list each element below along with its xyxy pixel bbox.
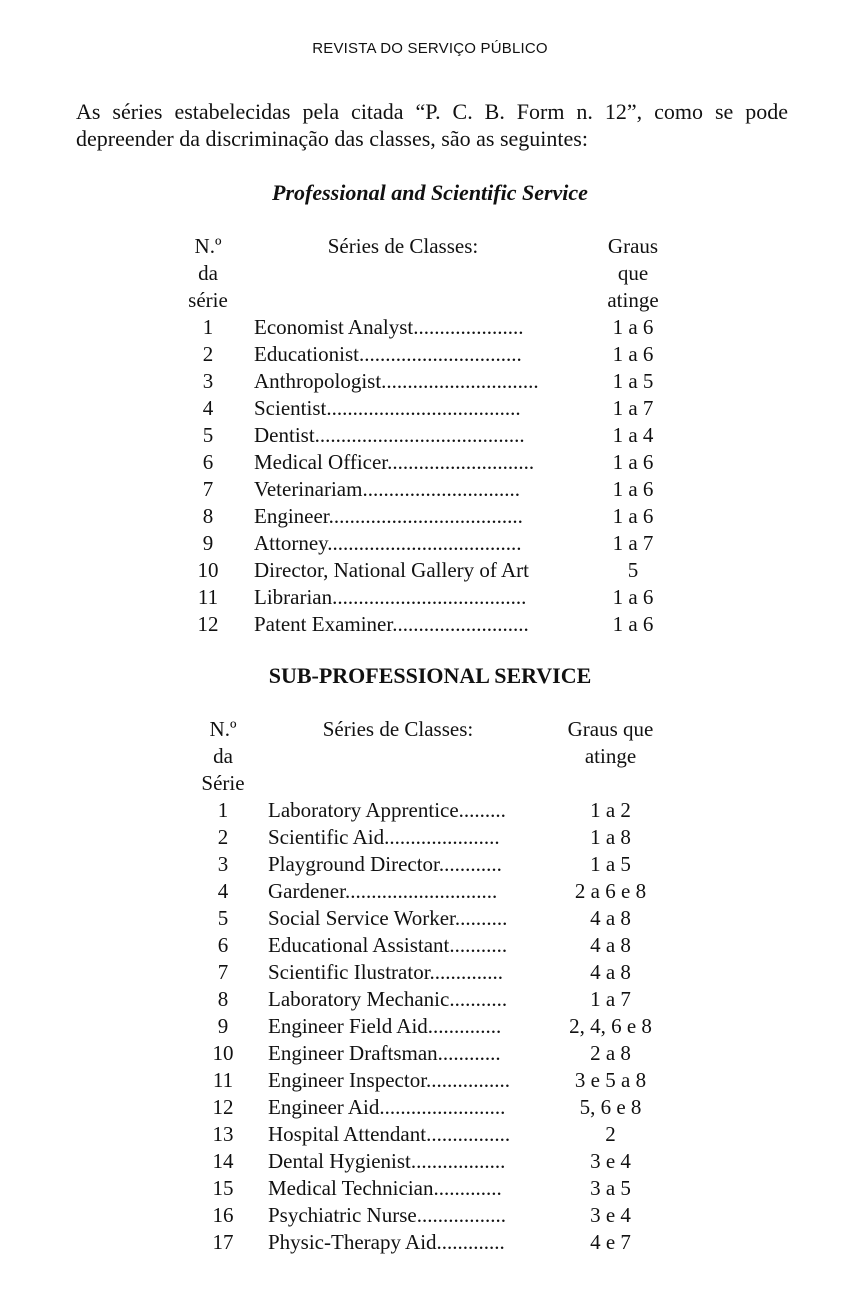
series-class-name: Engineer Inspector................	[268, 1068, 511, 1092]
table-row	[178, 314, 698, 341]
table-body	[193, 797, 678, 1256]
series-class-name: Engineer.....................................	[254, 504, 523, 528]
series-number: 11	[197, 585, 219, 609]
series-grades: 1 a 6	[612, 477, 654, 501]
header-grades	[568, 233, 698, 314]
series-number: 17	[212, 1230, 234, 1254]
series-grades: 1 a 6	[612, 315, 654, 339]
series-grades: 1 a 6	[612, 585, 654, 609]
series-class-name: Medical Officer............................	[254, 450, 535, 474]
header-num-line: N.º	[209, 717, 237, 741]
series-class-name: Laboratory Mechanic...........	[268, 987, 508, 1011]
table-row	[178, 557, 698, 584]
table-row	[193, 824, 678, 851]
table-row	[193, 878, 678, 905]
series-grades: 3 e 4	[590, 1203, 631, 1227]
series-class-name: Laboratory Apprentice.........	[268, 798, 506, 822]
series-grades: 1 a 5	[590, 852, 631, 876]
series-number: 4	[217, 879, 229, 903]
series-class-name: Medical Technician.............	[268, 1176, 502, 1200]
series-grades: 1 a 8	[590, 825, 631, 849]
header-series-classes: Séries de Classes:	[322, 717, 474, 741]
header-num-line: série	[188, 288, 228, 312]
series-number: 14	[212, 1149, 234, 1173]
series-number: 15	[212, 1176, 234, 1200]
series-number: 5	[202, 423, 214, 447]
header-num-line: N.º	[194, 234, 222, 258]
table-body	[178, 314, 698, 638]
series-grades: 1 a 4	[612, 423, 654, 447]
series-grades: 3 e 4	[590, 1149, 631, 1173]
series-grades: 3 e 5 a 8	[574, 1068, 647, 1092]
series-class-name: Librarian.....................................	[254, 585, 527, 609]
series-number: 9	[202, 531, 214, 555]
header-series-number	[193, 716, 253, 797]
series-number: 1	[202, 315, 214, 339]
series-class-name: Engineer Field Aid..............	[268, 1014, 502, 1038]
table-row	[178, 530, 698, 557]
series-class-name: Dentist........................................	[254, 423, 525, 447]
table-row	[193, 1094, 678, 1121]
series-number: 9	[217, 1014, 229, 1038]
series-grades: 1 a 6	[612, 612, 654, 636]
series-grades: 1 a 6	[612, 450, 654, 474]
table-row	[193, 986, 678, 1013]
series-grades: 1 a 2	[590, 798, 631, 822]
table-row	[193, 959, 678, 986]
series-class-name: Gardener.............................	[268, 879, 498, 903]
table-row	[193, 932, 678, 959]
series-class-name: Patent Examiner..........................	[254, 612, 529, 636]
series-number: 16	[212, 1203, 234, 1227]
series-class-name: Engineer Aid........................	[268, 1095, 506, 1119]
header-num-line: da	[213, 744, 233, 768]
section-title-professional: Professional and Scientific Service	[272, 180, 588, 205]
table-row	[193, 1121, 678, 1148]
series-grades: 1 a 7	[612, 531, 654, 555]
table-row	[178, 341, 698, 368]
series-class-name: Attorney.....................................	[254, 531, 522, 555]
table-row	[193, 1040, 678, 1067]
table-row	[193, 905, 678, 932]
series-grades: 4 e 7	[590, 1230, 631, 1254]
series-number: 5	[217, 906, 229, 930]
header-grade-line: que	[617, 261, 649, 285]
header-grades	[543, 716, 678, 797]
series-grades: 2, 4, 6 e 8	[569, 1014, 652, 1038]
series-class-name: Scientific Aid......................	[268, 825, 500, 849]
series-number: 3	[217, 852, 229, 876]
series-grades: 5, 6 e 8	[579, 1095, 642, 1119]
series-grades: 1 a 6	[612, 342, 654, 366]
series-class-name: Anthropologist..............................	[254, 369, 539, 393]
series-class-name: Physic-Therapy Aid.............	[268, 1230, 505, 1254]
series-class-name: Hospital Attendant................	[268, 1122, 511, 1146]
table-header	[193, 716, 678, 797]
series-number: 7	[217, 960, 229, 984]
series-class-name: Scientist.....................................	[254, 396, 521, 420]
running-header: REVISTA DO SERVIÇO PÚBLICO	[312, 40, 548, 57]
table-row	[178, 368, 698, 395]
series-number: 2	[217, 825, 229, 849]
table-row	[193, 1175, 678, 1202]
intro-paragraph: As séries estabelecidas pela citada “P. C. B. Form n. 12”, como se pode depreender da discriminação das classes, são as seguintes:	[76, 99, 788, 151]
table-row	[178, 449, 698, 476]
table-row	[193, 1202, 678, 1229]
header-num-line: Série	[201, 771, 245, 795]
series-grades: 2 a 8	[590, 1041, 631, 1065]
table-row	[193, 851, 678, 878]
series-grades: 1 a 7	[590, 987, 631, 1011]
series-class-name: Educational Assistant...........	[268, 933, 508, 957]
series-class-name: Director, National Gallery of Art	[254, 558, 529, 582]
table-row	[193, 1148, 678, 1175]
series-number: 8	[202, 504, 214, 528]
header-series-classes: Séries de Classes:	[327, 234, 479, 258]
table-row	[178, 422, 698, 449]
series-grades: 3 a 5	[590, 1176, 631, 1200]
table-header	[178, 233, 698, 314]
table-row	[178, 395, 698, 422]
table-row	[178, 476, 698, 503]
series-grades: 1 a 6	[612, 504, 654, 528]
series-class-name: Scientific Ilustrator..............	[268, 960, 504, 984]
series-grades: 4 a 8	[590, 960, 631, 984]
series-number: 8	[217, 987, 229, 1011]
series-class-name: Economist Analyst.....................	[254, 315, 524, 339]
series-number: 6	[217, 933, 229, 957]
table-row	[193, 797, 678, 824]
series-class-name: Social Service Worker..........	[268, 906, 508, 930]
series-grades: 4 a 8	[590, 906, 631, 930]
header-grade-line: atinge	[584, 744, 637, 768]
series-number: 4	[202, 396, 214, 420]
series-number: 12	[212, 1095, 234, 1119]
header-series-number	[178, 233, 238, 314]
table-row	[178, 584, 698, 611]
series-number: 7	[202, 477, 214, 501]
professional-series-table	[178, 233, 698, 638]
series-grades: 1 a 5	[612, 369, 654, 393]
header-grade-line: atinge	[607, 288, 659, 312]
series-class-name: Educationist...............................	[254, 342, 522, 366]
series-number: 10	[197, 558, 219, 582]
series-grades: 5	[627, 558, 639, 582]
header-num-line: da	[198, 261, 218, 285]
series-number: 13	[212, 1122, 234, 1146]
series-class-name: Engineer Draftsman............	[268, 1041, 501, 1065]
series-class-name: Playground Director............	[268, 852, 502, 876]
table-row	[193, 1013, 678, 1040]
table-row	[178, 611, 698, 638]
series-grades: 4 a 8	[590, 933, 631, 957]
series-number: 12	[197, 612, 219, 636]
series-class-name: Dental Hygienist..................	[268, 1149, 506, 1173]
series-grades: 1 a 7	[612, 396, 654, 420]
table-row	[193, 1067, 678, 1094]
table-row	[178, 503, 698, 530]
series-number: 2	[202, 342, 214, 366]
subprofessional-series-table	[193, 716, 678, 1256]
series-number: 10	[212, 1041, 234, 1065]
series-grades: 2	[605, 1122, 616, 1146]
series-class-name: Psychiatric Nurse.................	[268, 1203, 506, 1227]
series-class-name: Veterinariam..............................	[254, 477, 520, 501]
header-grade-line: Graus	[607, 234, 659, 258]
series-number: 11	[212, 1068, 234, 1092]
series-number: 6	[202, 450, 214, 474]
series-grades: 2 a 6 e 8	[574, 879, 647, 903]
header-grade-line: Graus que	[567, 717, 654, 741]
series-number: 1	[217, 798, 229, 822]
section-title-subprofessional: SUB-PROFESSIONAL SERVICE	[268, 663, 592, 688]
series-number: 3	[202, 369, 214, 393]
table-row	[193, 1229, 678, 1256]
